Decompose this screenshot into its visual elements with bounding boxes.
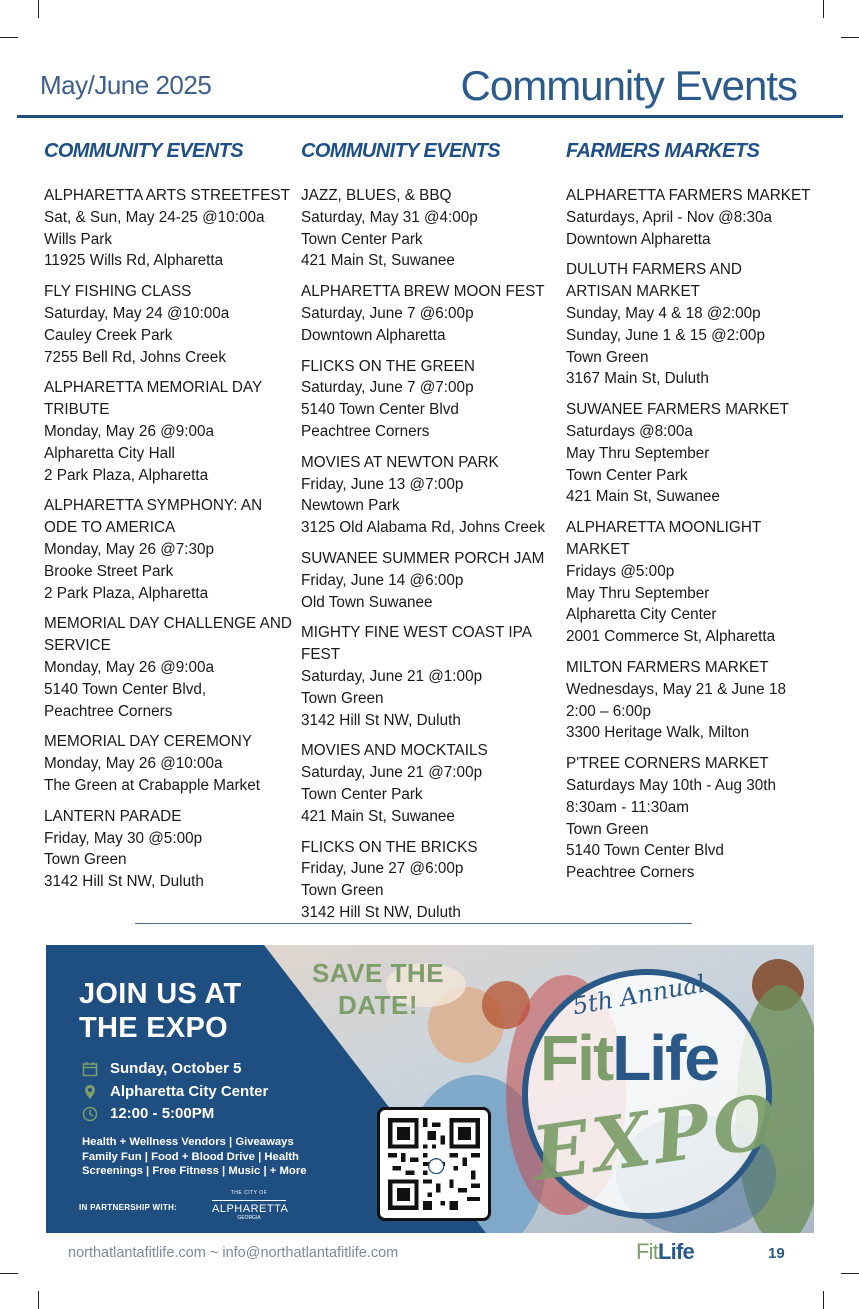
crop-mark [841,1273,859,1274]
event-address: 3142 Hill St NW, Duluth [301,711,461,729]
event-item [44,731,294,796]
event-date: Monday, May 26 @9:00a [44,422,215,440]
event-title: ALPHARETTA MEMORIAL DAY TRIBUTE [44,379,262,419]
event-date: Saturday, June 21 @7:00p [301,764,483,782]
market-venue: Town Green [566,348,649,366]
city-logo-prefix: THE CITY OF [230,1190,268,1196]
event-title: FLICKS ON THE BRICKS [301,838,478,856]
map-pin-icon [82,1084,98,1100]
event-title: ALPHARETTA SYMPHONY: AN ODE TO AMERICA [44,497,263,537]
event-title: FLICKS ON THE GREEN [301,357,475,375]
annual-label: 5th Annual [570,969,708,1021]
market-item [566,399,816,508]
event-date: Saturday, June 21 @1:00p [301,667,483,685]
crop-mark [38,1291,39,1309]
market-item [566,753,816,884]
city-logo-name: ALPHARETTA [212,1200,286,1215]
event-address: Peachtree Corners [301,422,430,440]
market-item [566,657,816,744]
market-venue: Downtown Alpharetta [566,230,711,248]
wordmark-life: Life [612,1022,718,1094]
market-schedule: Sunday, May 4 & 18 @2:00p [566,304,761,322]
farmers-markets-column [566,140,816,893]
event-date: Saturday, June 7 @6:00p [301,304,474,322]
page-number: 19 [768,1245,785,1262]
calendar-icon [82,1061,98,1077]
wordmark-fit: Fit [540,1022,613,1094]
page-title: Community Events [460,62,797,109]
market-season: May Thru September [566,444,710,462]
expo-time-row [82,1105,214,1122]
event-venue: Wills Park [44,230,112,248]
event-address: 7255 Bell Rd, Johns Creek [44,348,226,366]
event-venue: Town Green [301,689,384,707]
event-title: JAZZ, BLUES, & BBQ [301,187,452,204]
alpharetta-city-logo [212,1190,289,1221]
market-address: 3167 Main St, Duluth [566,370,709,388]
event-address: Peachtree Corners [44,702,173,720]
market-hours: 2:00 – 6:00p [566,702,652,720]
event-date: Friday, June 27 @6:00p [301,860,464,878]
expo-location-row [82,1083,268,1100]
event-venue: Cauley Creek Park [44,326,173,344]
event-date: Friday, June 13 @7:00p [301,475,464,493]
join-headline [79,977,299,1045]
expo-date-row [82,1060,241,1077]
market-title: DULUTH FARMERS AND ARTISAN MARKET [566,261,742,301]
market-venue: Alpharetta City Center [566,606,717,624]
expo-location: Alpharetta City Center [110,1083,269,1100]
join-line-2: THE EXPO [79,1012,229,1044]
event-date: Monday, May 26 @10:00a [44,755,223,773]
issue-date: May/June 2025 [40,70,212,100]
event-date: Saturday, May 31 @4:00p [301,208,478,226]
market-venue: Town Center Park [566,466,688,484]
event-address: 3142 Hill St NW, Duluth [301,903,461,921]
event-item [301,837,551,924]
event-address: 421 Main St, Suwanee [301,252,455,270]
market-season: May Thru September [566,584,710,602]
event-title: MIGHTY FINE WEST COAST IPA FEST [301,624,532,664]
event-venue: Brooke Street Park [44,562,174,580]
event-title: MEMORIAL DAY CHALLENGE AND SERVICE [44,615,292,655]
market-city: Peachtree Corners [566,864,695,882]
event-venue: Town Center Park [301,230,423,248]
event-title: SUWANEE SUMMER PORCH JAM [301,549,545,567]
event-address: 3125 Old Alabama Rd, Johns Creek [301,519,546,537]
event-title: LANTERN PARADE [44,807,182,825]
clock-icon [82,1106,98,1122]
expo-wordmark: EXPO [527,1078,787,1198]
market-item [566,517,816,648]
expo-features [82,1135,352,1179]
qr-code-pattern [388,1118,480,1210]
market-item [566,185,816,250]
column-heading: COMMUNITY EVENTS [44,140,243,162]
crop-mark [38,0,39,18]
event-item [301,622,551,731]
event-date: Friday, June 14 @6:00p [301,571,464,589]
event-address: 2 Park Plaza, Alpharetta [44,584,209,602]
event-venue: Alpharetta City Hall [44,444,175,462]
event-date: Monday, May 26 @9:00a [44,658,215,676]
footer-contact[interactable]: northatlantafitlife.com ~ info@northatlantafitlife.com [68,1245,399,1261]
event-venue: Town Green [44,851,127,869]
features-line: Family Fun | Food + Blood Drive | Health [82,1150,299,1163]
events-column-1 [44,140,294,902]
market-schedule: Wednesdays, May 21 & June 18 [566,680,786,698]
event-item [301,740,551,827]
column-heading: FARMERS MARKETS [566,140,760,162]
expo-date: Sunday, October 5 [110,1060,242,1077]
crop-mark [0,37,18,38]
city-logo-state: GEORGIA [237,1215,261,1221]
market-schedule: Saturdays May 10th - Aug 30th [566,776,777,794]
event-venue: Newtown Park [301,497,400,515]
event-item [301,185,551,272]
fitlife-wordmark [540,1021,718,1095]
event-title: ALPHARETTA BREW MOON FEST [301,283,545,301]
save-line-2: DATE! [337,990,418,1020]
event-venue: Downtown Alpharetta [301,326,446,344]
footer-logo-fit: Fit [636,1239,659,1264]
event-venue: 5140 Town Center Blvd, [44,680,207,698]
section-divider [135,923,692,924]
save-the-date [298,957,458,1021]
event-address: 421 Main St, Suwanee [301,807,455,825]
event-address: 3142 Hill St NW, Duluth [44,873,204,891]
header-divider [17,115,843,118]
market-schedule: Saturdays @8:00a [566,422,693,440]
event-venue: 5140 Town Center Blvd [301,401,459,419]
partnership-label: IN PARTNERSHIP WITH: [79,1203,178,1212]
features-line: Screenings | Free Fitness | Music | + More [82,1165,307,1177]
event-title: MOVIES AND MOCKTAILS [301,742,488,760]
expo-banner-ad[interactable] [46,945,814,1233]
event-date: Monday, May 26 @7:30p [44,540,215,558]
market-address: 421 Main St, Suwanee [566,488,720,506]
expo-time: 12:00 - 5:00PM [110,1105,215,1122]
event-date: Saturday, May 24 @10:00a [44,304,230,322]
event-venue: Town Green [301,882,384,900]
crop-mark [823,0,824,18]
market-title: MILTON FARMERS MARKET [566,658,769,676]
event-title: MOVIES AT NEWTON PARK [301,453,499,471]
crop-mark [823,1291,824,1309]
crop-mark [0,1273,18,1274]
market-hours: 8:30am - 11:30am [566,798,690,816]
event-item [44,377,294,486]
qr-code[interactable] [377,1107,491,1221]
market-title: ALPHARETTA MOONLIGHT MARKET [566,519,761,558]
event-item [301,356,551,443]
market-schedule: Sunday, June 1 & 15 @2:00p [566,326,765,344]
event-venue: Old Town Suwanee [301,593,433,611]
event-address: 2 Park Plaza, Alpharetta [44,466,209,484]
event-date: Friday, May 30 @5:00p [44,829,203,847]
market-schedule: Fridays @5:00p [566,562,675,580]
market-schedule: Saturdays, April - Nov @8:30a [566,208,772,226]
market-title: ALPHARETTA FARMERS MARKET [566,187,811,204]
event-item [301,452,551,539]
event-item [301,281,551,346]
footer-logo-life: Life [658,1239,694,1264]
event-item [301,548,551,613]
event-item [44,495,294,604]
column-heading: COMMUNITY EVENTS [301,140,500,162]
save-line-1: SAVE THE [311,958,445,988]
event-address: 11925 Wills Rd, Alpharetta [44,252,224,270]
event-date: Sat, & Sun, May 24-25 @10:00a [44,208,265,226]
market-venue: Town Green [566,820,649,838]
event-item [44,281,294,368]
event-item [44,806,294,893]
event-item [44,613,294,722]
events-column-2 [301,140,551,933]
event-title: ALPHARETTA ARTS STREETFEST [44,187,290,204]
event-title: FLY FISHING CLASS [44,283,192,301]
event-item [44,185,294,272]
event-venue: Town Center Park [301,785,423,803]
footer-fitlife-logo [636,1239,694,1265]
features-line: Health + Wellness Vendors | Giveaways [82,1136,294,1148]
event-title: MEMORIAL DAY CEREMONY [44,733,252,751]
market-title: SUWANEE FARMERS MARKET [566,401,789,419]
crop-mark [841,37,859,38]
market-item [566,259,816,390]
market-title: P'TREE CORNERS MARKET [566,755,769,773]
market-address: 5140 Town Center Blvd [566,842,724,860]
event-venue: The Green at Crabapple Market [44,776,260,794]
market-address: 3300 Heritage Walk, Milton [566,724,750,742]
join-line-1: JOIN US AT [79,978,242,1010]
market-address: 2001 Commerce St, Alpharetta [566,628,776,646]
event-date: Saturday, June 7 @7:00p [301,379,474,397]
